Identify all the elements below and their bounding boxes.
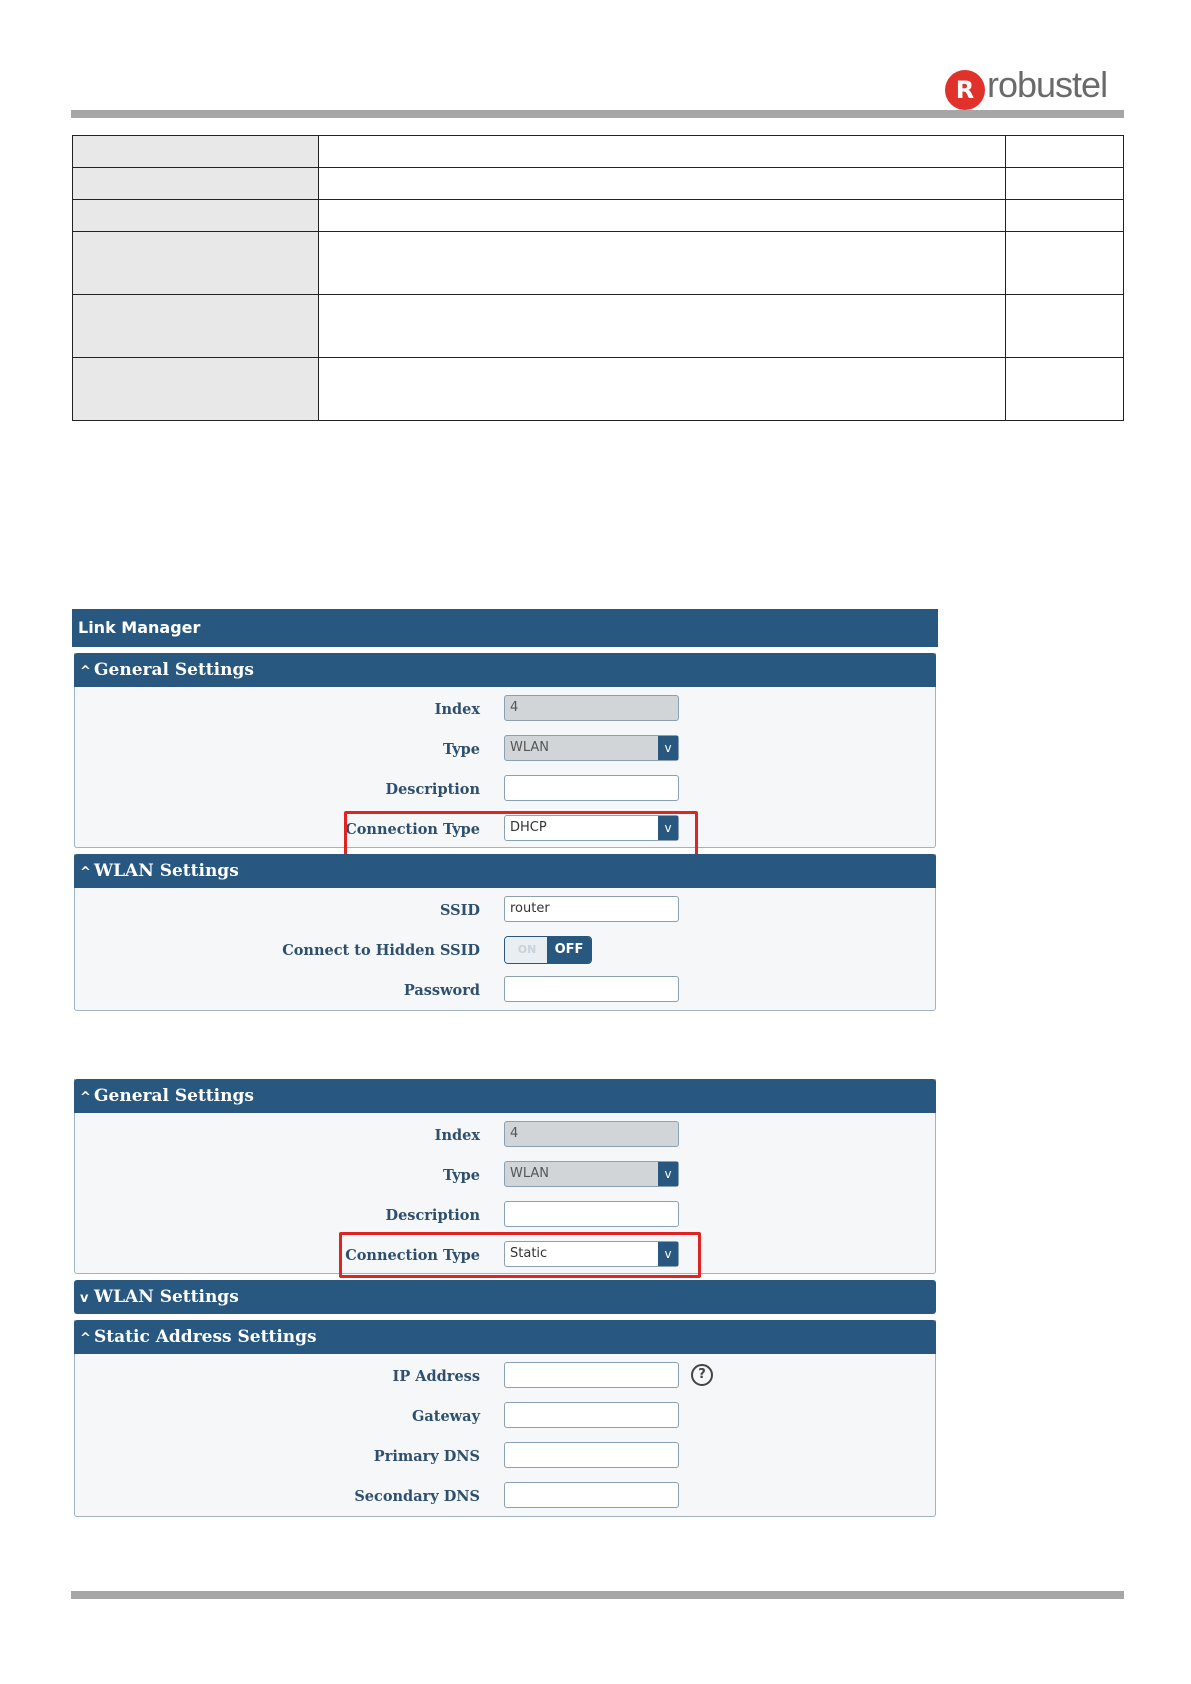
- gateway-input[interactable]: [504, 1402, 679, 1428]
- secondary-dns-input[interactable]: [504, 1482, 679, 1508]
- highlight-box: [339, 1232, 701, 1278]
- link-manager-panel-dhcp: [72, 609, 938, 1011]
- index-label: Index: [434, 701, 480, 718]
- hidden-ssid-label: Connect to Hidden SSID: [282, 942, 480, 959]
- ssid-label: SSID: [440, 902, 480, 919]
- type-select: WLAN v: [504, 1161, 679, 1187]
- parameter-table: [72, 135, 1124, 421]
- link-manager-title: Link Manager: [72, 609, 938, 647]
- chevron-down-icon: v: [658, 1162, 678, 1186]
- type-select: WLAN v: [504, 735, 679, 761]
- password-input[interactable]: [504, 976, 679, 1002]
- index-field: 4: [504, 695, 679, 721]
- description-row: [75, 1197, 935, 1237]
- table-row: [73, 295, 1124, 358]
- hidden-ssid-toggle[interactable]: ON OFF: [504, 936, 592, 964]
- primary-dns-label: Primary DNS: [373, 1448, 480, 1465]
- chevron-down-icon: v: [658, 736, 678, 760]
- chevron-up-icon: ^: [80, 865, 91, 880]
- chevron-up-icon: ^: [80, 1331, 91, 1346]
- ssid-input[interactable]: router: [504, 896, 679, 922]
- gateway-row: [75, 1398, 935, 1438]
- index-row: [75, 691, 935, 731]
- highlight-box: [344, 811, 698, 857]
- table-row: [73, 232, 1124, 295]
- wlan-settings-section: [74, 854, 936, 1011]
- general-settings-header[interactable]: ^ General Settings: [74, 1079, 936, 1113]
- general-settings-header[interactable]: ^ General Settings: [74, 653, 936, 687]
- chevron-up-icon: ^: [80, 1090, 91, 1105]
- help-icon[interactable]: ?: [691, 1364, 713, 1386]
- table-row: [73, 168, 1124, 200]
- table-row: [73, 136, 1124, 168]
- connection-type-label: Connection Type: [345, 1247, 480, 1264]
- chevron-down-icon: v: [658, 816, 678, 840]
- secondary-dns-row: [75, 1478, 935, 1516]
- description-label: Description: [385, 1207, 480, 1224]
- wlan-settings-header[interactable]: ^ WLAN Settings: [74, 854, 936, 888]
- chevron-down-icon: v: [80, 1291, 89, 1306]
- description-input[interactable]: [504, 1201, 679, 1227]
- index-label: Index: [434, 1127, 480, 1144]
- link-manager-panel-static: [72, 1079, 938, 1517]
- connection-type-select[interactable]: Static v: [504, 1241, 679, 1267]
- logo-mark-icon: R: [945, 70, 985, 110]
- type-label: Type: [443, 1167, 480, 1184]
- static-address-header[interactable]: ^ Static Address Settings: [74, 1320, 936, 1354]
- index-field: 4: [504, 1121, 679, 1147]
- type-label: Type: [443, 741, 480, 758]
- connection-type-select[interactable]: DHCP v: [504, 815, 679, 841]
- chevron-up-icon: ^: [80, 664, 91, 679]
- static-address-section: [74, 1320, 936, 1517]
- ip-address-row: [75, 1358, 935, 1398]
- index-row: [75, 1117, 935, 1157]
- password-label: Password: [403, 982, 480, 999]
- chevron-down-icon: v: [658, 1242, 678, 1266]
- general-settings-section: [74, 653, 936, 848]
- description-label: Description: [385, 781, 480, 798]
- robustel-logo: [945, 64, 1120, 116]
- primary-dns-row: [75, 1438, 935, 1478]
- type-row: [75, 1157, 935, 1197]
- password-row: [75, 972, 935, 1010]
- ip-address-input[interactable]: [504, 1362, 679, 1388]
- ssid-row: [75, 892, 935, 932]
- hidden-ssid-row: [75, 932, 935, 972]
- description-row: [75, 771, 935, 811]
- ip-address-label: IP Address: [392, 1368, 480, 1385]
- connection-type-label: Connection Type: [345, 821, 480, 838]
- type-row: [75, 731, 935, 771]
- description-input[interactable]: [504, 775, 679, 801]
- footer-rule: [71, 1591, 1124, 1599]
- wlan-settings-section: [74, 1280, 936, 1314]
- primary-dns-input[interactable]: [504, 1442, 679, 1468]
- logo-text: robustel: [987, 64, 1108, 105]
- wlan-settings-header[interactable]: v WLAN Settings: [74, 1280, 936, 1314]
- table-row: [73, 200, 1124, 232]
- gateway-label: Gateway: [411, 1408, 480, 1425]
- header-rule: [71, 110, 1124, 118]
- secondary-dns-label: Secondary DNS: [354, 1488, 480, 1505]
- general-settings-section: [74, 1079, 936, 1274]
- table-row: [73, 358, 1124, 421]
